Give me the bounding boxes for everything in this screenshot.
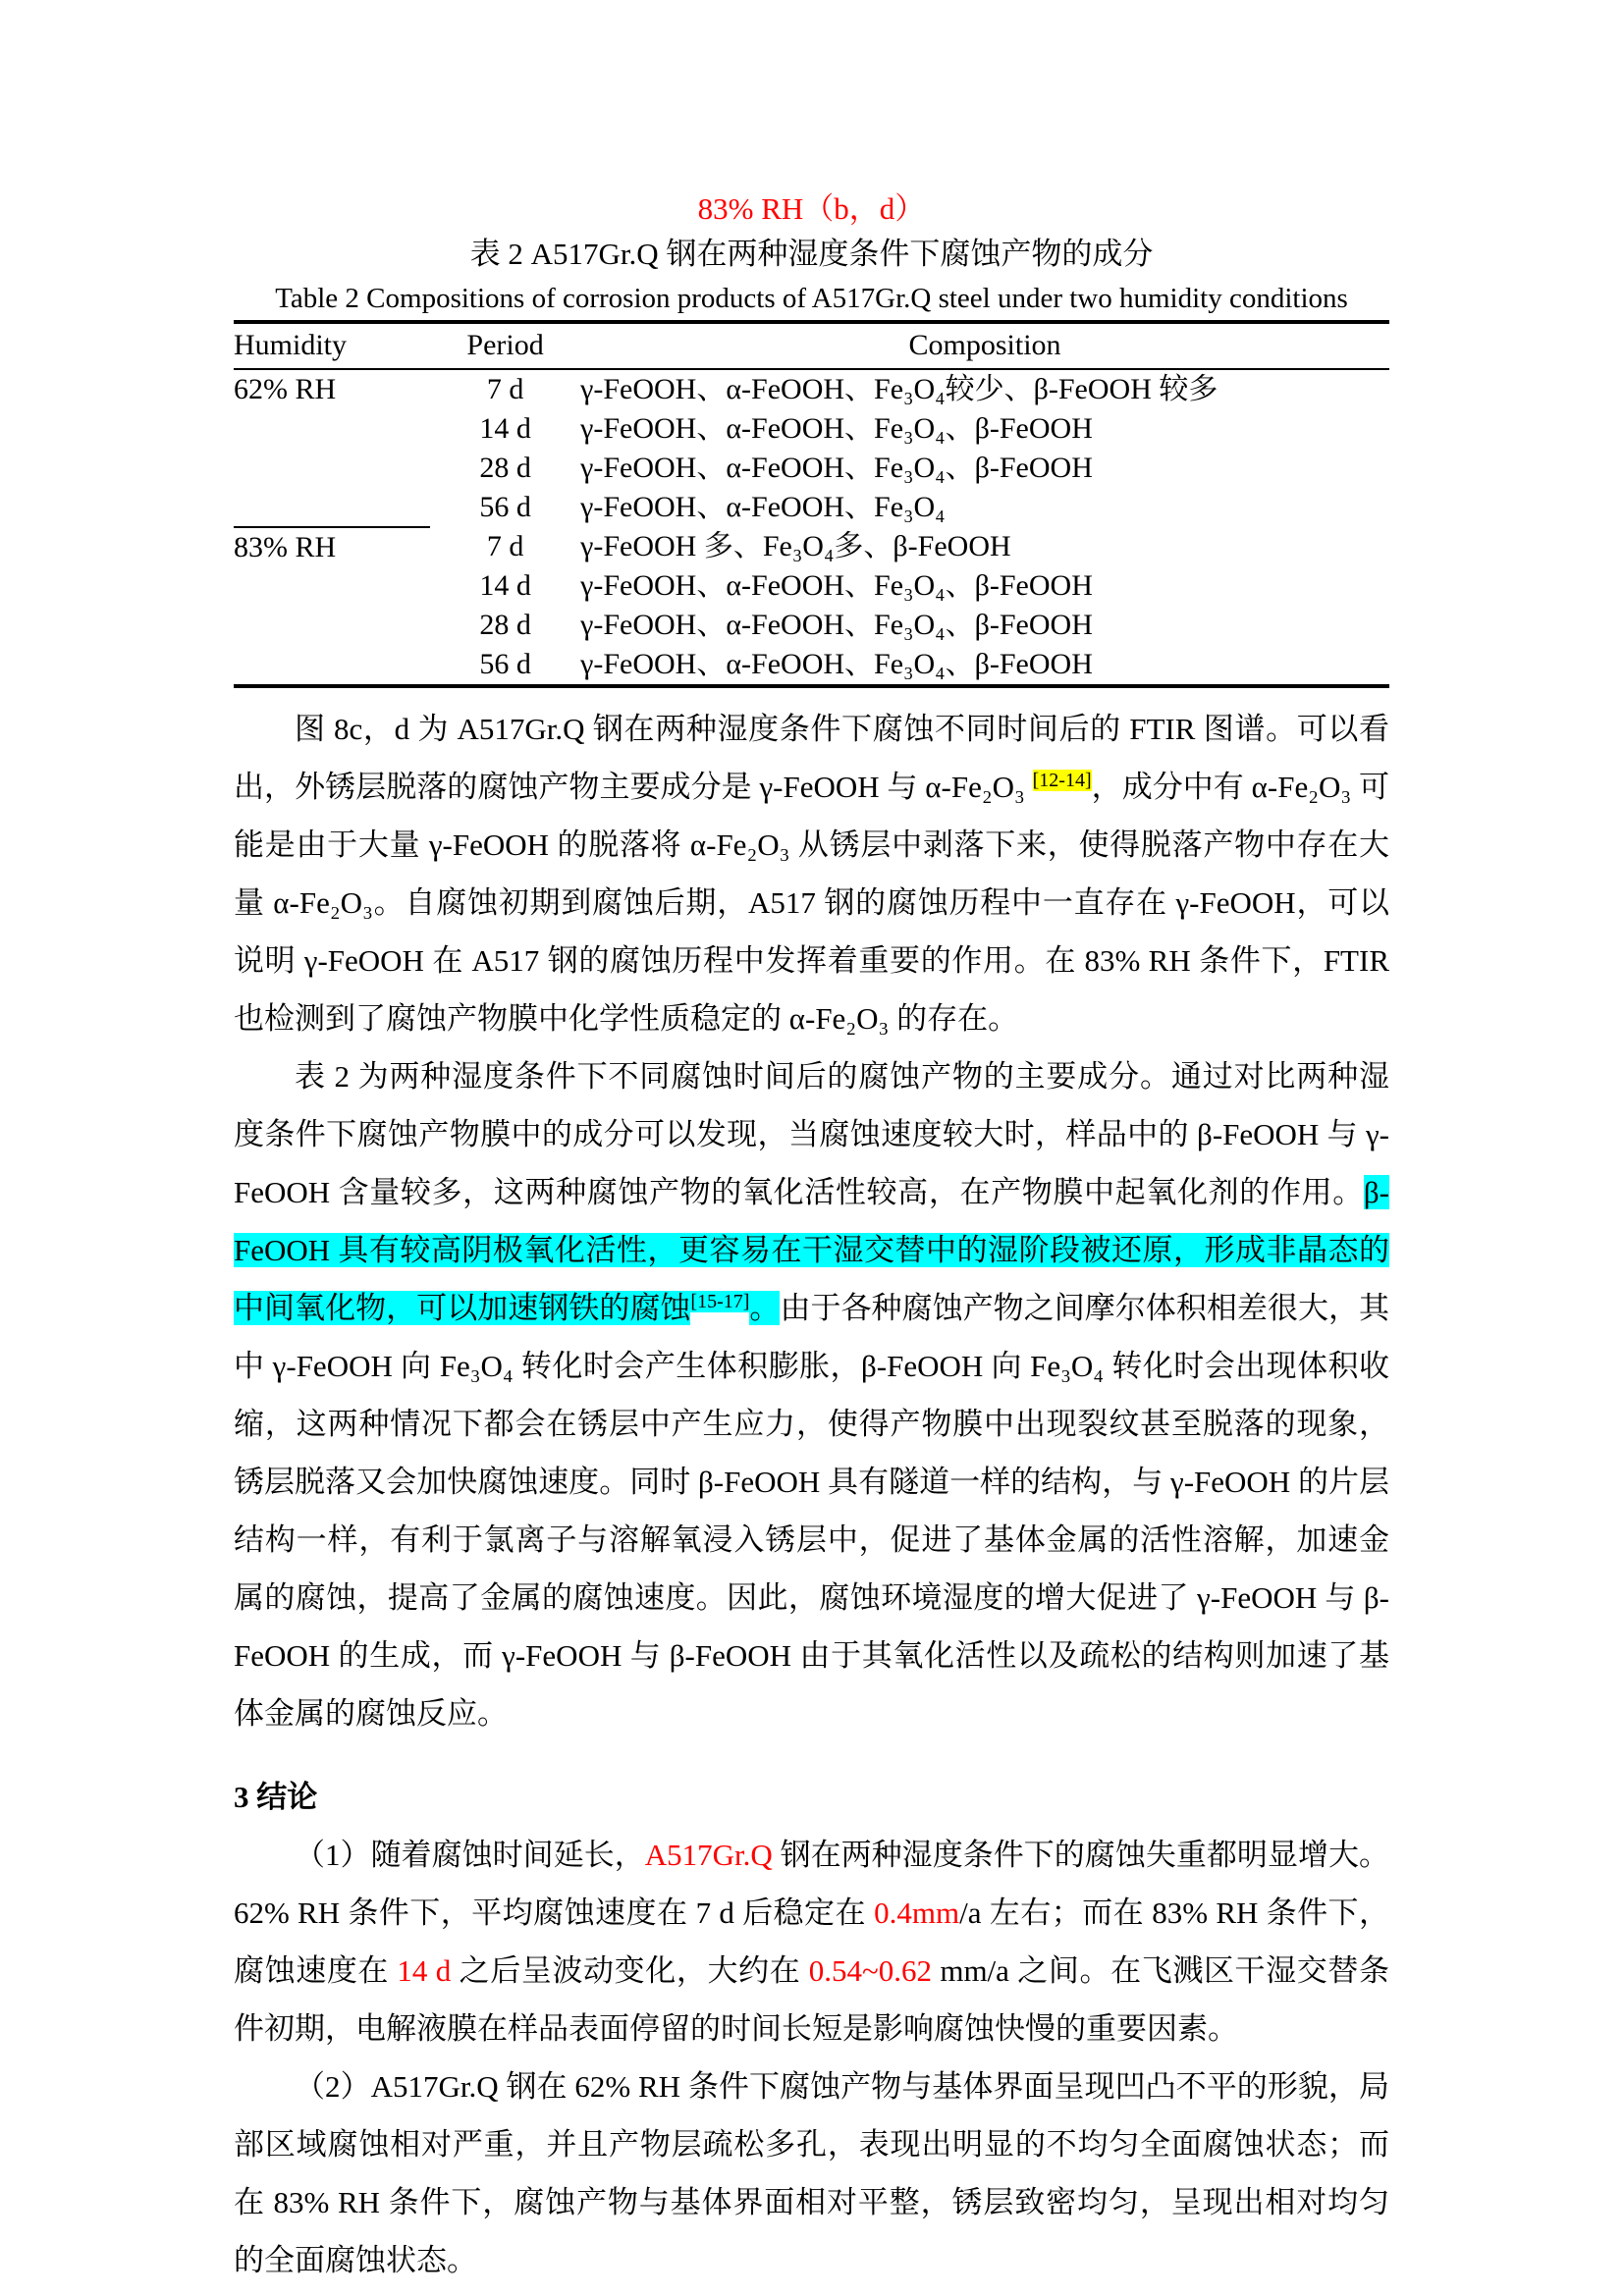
table-caption-en: Table 2 Compositions of corrosion products of A517Gr.Q steel under two humidity conditions [275, 283, 1348, 314]
figure-caption-fragment: 83% RH（b，d） [697, 191, 926, 226]
text-run: 0.54~0.62 [808, 1953, 932, 1988]
humidity-group-label: 62% RH [234, 369, 430, 527]
humidity-group-label: 83% RH [234, 531, 337, 563]
column-header-period: Period [430, 322, 580, 369]
table-header-row [234, 322, 1389, 369]
table-row [234, 369, 1389, 409]
text-run: [15-17] [690, 1290, 750, 1312]
column-header-composition: Composition [580, 322, 1389, 369]
text-run: A517Gr.Q [644, 1838, 773, 1872]
text-run: （1）随着腐蚀时间延长， [295, 1838, 645, 1872]
text-run: 14 d [397, 1953, 452, 1988]
text-run: 0.4mm [874, 1896, 960, 1930]
period-cell: 28 d [479, 609, 531, 641]
section-heading-conclusions: 3 结论 [234, 1780, 318, 1814]
composition-cell: γ-FeOOH、α-FeOOH、Fe₃O₄、β-FeOOH [580, 648, 1093, 680]
text-run: β-FeOOH 具有较高阴极氧化活性，更容易在干湿交替中的湿阶段被还原，形成非晶态的中间氧化物，可以加速钢铁的腐蚀 [234, 1175, 1389, 1325]
text-run: 由于各种腐蚀产物之间摩尔体积相差很大，其中 γ-FeOOH 向 Fe₃O₄ 转化时会产生体积膨胀，β-FeOOH 向 Fe₃O₄ 转化时会出现体积收缩，这两种情况下都会在锈层中产生应力，使得产物膜中出现裂纹甚至脱落的现象，锈层脱落又会加快腐蚀速度。同时 β-FeOOH 具有隧道一样的结构，与 γ-FeOOH 的片层结构一样，有利于氯离子与溶解氧浸入锈层中，促进了基体金属的活性溶解，加速金属的腐蚀，提高了金属的腐蚀速度。因此，腐蚀环境湿度的增大促进了 γ-FeOOH 与 β-FeOOH 的生成，而 γ-FeOOH 与 β-FeOOH 由于其氧化活性以及疏松的结构则加速了基体金属的腐蚀反应。 [234, 1291, 1390, 1731]
conclusion-item-2 [234, 2057, 1389, 2289]
text-run: /a 左右；而在 83% RH 条件下，腐蚀速度在 [234, 1896, 1390, 1988]
text-run: [12-14] [1032, 769, 1092, 791]
table-row [234, 527, 1389, 566]
text-run: 钢在两种湿度条件下的腐蚀失重都明显增大。62% RH 条件下，平均腐蚀速度在 7 d 后稳定在 [234, 1838, 1390, 1930]
text-run: 图 8c，d 为 A517Gr.Q 钢在两种湿度条件下腐蚀不同时间后的 FTIR 图谱。可以看出，外锈层脱落的腐蚀产物主要成分是 γ-FeOOH 与 α-Fe₂O₃ [234, 712, 1389, 804]
composition-cell: γ-FeOOH、α-FeOOH、Fe₃O₄ [580, 491, 946, 523]
text-run: ，成分中有 α-Fe₂O₃ 可能是由于大量 γ-FeOOH 的脱落将 α-Fe₂O₃ 从锈层中剥落下来，使得脱落产物中存在大量 α-Fe₂O₃。自腐蚀初期到腐蚀后期，A517 钢的腐蚀历程中一直存在 γ-FeOOH，可以说明 γ-FeOOH 在 A517 钢的腐蚀历程中发挥着重要的作用。在 83% RH 条件下，FTIR 也检测到了腐蚀产物膜中化学性质稳定的 α-Fe₂O₃ 的存在。 [234, 770, 1389, 1036]
composition-cell: γ-FeOOH、α-FeOOH、Fe₃O₄、β-FeOOH [580, 452, 1093, 484]
text-run: （2）A517Gr.Q 钢在 62% RH 条件下腐蚀产物与基体界面呈现凹凸不平的形貌，局部区域腐蚀相对严重，并且产物层疏松多孔，表现出明显的不均匀全面腐蚀状态；而在 83% RH 条件下，腐蚀产物与基体界面相对平整，锈层致密均匀，呈现出相对均匀的全面腐蚀状态。 [234, 2069, 1389, 2277]
period-cell: 14 d [479, 569, 531, 602]
period-cell: 56 d [479, 648, 531, 680]
column-header-humidity: Humidity [234, 322, 430, 369]
composition-cell: γ-FeOOH、α-FeOOH、Fe₃O₄、β-FeOOH [580, 569, 1093, 602]
text-run: 。 [749, 1291, 781, 1325]
period-cell: 14 d [479, 412, 531, 445]
conclusion-item-1 [234, 1826, 1389, 2057]
composition-cell: γ-FeOOH、α-FeOOH、Fe₃O₄、β-FeOOH [580, 412, 1093, 445]
composition-cell: γ-FeOOH、α-FeOOH、Fe₃O₄、β-FeOOH [580, 609, 1093, 641]
text-run: 之后呈波动变化，大约在 [451, 1953, 809, 1988]
paragraph-composition-discussion [234, 1047, 1389, 1742]
composition-cell: γ-FeOOH、α-FeOOH、Fe₃O₄较少、β-FeOOH 较多 [580, 373, 1218, 405]
corrosion-products-table [234, 320, 1389, 688]
period-cell: 7 d [486, 530, 524, 562]
text-run: mm/a 之间。在飞溅区干湿交替条件初期，电解液膜在样品表面停留的时间长短是影响腐蚀快慢的重要因素。 [234, 1953, 1389, 2046]
period-cell: 56 d [479, 491, 531, 523]
period-cell: 7 d [486, 373, 524, 405]
table-caption-zh: 表 2 A517Gr.Q 钢在两种湿度条件下腐蚀产物的成分 [469, 237, 1154, 271]
text-run: 表 2 为两种湿度条件下不同腐蚀时间后的腐蚀产物的主要成分。通过对比两种湿度条件下腐蚀产物膜中的成分可以发现，当腐蚀速度较大时，样品中的 β-FeOOH 与 γ-FeOOH 含量较多，这两种腐蚀产物的氧化活性较高，在产物膜中起氧化剂的作用。 [234, 1059, 1389, 1209]
composition-cell: γ-FeOOH 多、Fe₃O₄多、β-FeOOH [580, 530, 1011, 562]
period-cell: 28 d [479, 452, 531, 484]
paragraph-ftir-analysis [234, 700, 1389, 1047]
